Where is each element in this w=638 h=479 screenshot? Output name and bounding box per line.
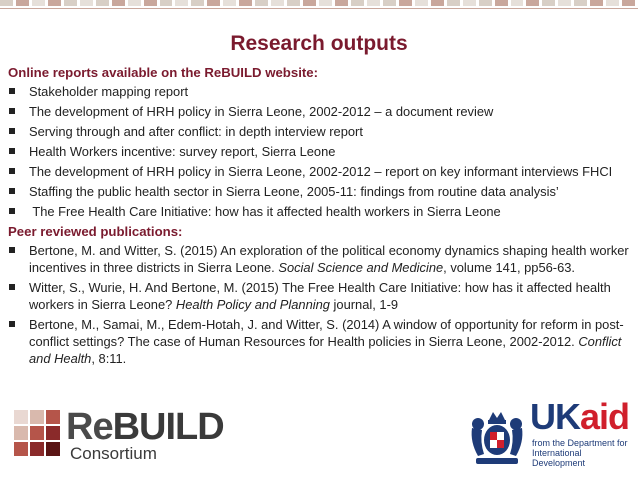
bullet-icon xyxy=(9,284,15,290)
journal-name: Social Science and Medicine xyxy=(278,260,444,275)
bullet-icon xyxy=(9,188,15,194)
list-item: The development of HRH policy in Sierra Leone, 2002-2012 – a document review xyxy=(8,103,633,120)
publication-item: Witter, S., Wurie, H. And Bertone, M. (2015) The Free Health Care Initiative: how has it affected health workers in Sierra Leone? Health Policy and Planning journal, 1-9 xyxy=(8,279,633,313)
publication-item: Bertone, M., Samai, M., Edem-Hotah, J. and Witter, S. (2014) A window of opportunity for reform in post-conflict settings? The case of Human Resources for Health policies in Sierra Leone, 2002-2012. Conflict and Health, 8:11. xyxy=(8,316,633,367)
rebuild-subtitle: Consortium xyxy=(70,444,157,463)
top-divider xyxy=(0,8,638,9)
journal-name: Health Policy and Planning xyxy=(175,297,330,312)
ukaid-logo xyxy=(468,396,633,474)
slide-content xyxy=(8,64,633,370)
slide-title: Research outputs xyxy=(230,32,408,55)
online-reports-heading: Online reports available on the ReBUILD website: xyxy=(8,65,318,80)
list-item: Stakeholder mapping report xyxy=(8,83,633,100)
bullet-icon xyxy=(9,128,15,134)
bullet-icon xyxy=(9,108,15,114)
bullet-icon xyxy=(9,148,15,154)
bullet-icon xyxy=(9,208,15,214)
bullet-icon xyxy=(9,168,15,174)
ukaid-subtitle: from the Department for International Development xyxy=(532,438,628,468)
rebuild-logo xyxy=(14,406,224,463)
peer-reviewed-heading: Peer reviewed publications: xyxy=(8,224,183,239)
bullet-icon xyxy=(9,88,15,94)
list-item: The Free Health Care Initiative: how has it affected health workers in Sierra Leone xyxy=(8,203,633,220)
publication-item: Bertone, M. and Witter, S. (2015) An exploration of the political economy dynamics shaping health worker incentives in three districts in Sierra Leone. Social Science and Medicine, volume 141, pp56-63. xyxy=(8,242,633,276)
rebuild-grid-icon xyxy=(14,410,60,456)
online-reports-list xyxy=(8,83,633,220)
rebuild-wordmark: ReBUILD xyxy=(66,406,224,448)
ukaid-wordmark: UKaid xyxy=(530,396,630,437)
bullet-icon xyxy=(9,321,15,327)
list-item: Staffing the public health sector in Sierra Leone, 2005-11: findings from routine data analysis’ xyxy=(8,183,633,200)
publications-list xyxy=(8,242,633,367)
list-item: Serving through and after conflict: in depth interview report xyxy=(8,123,633,140)
journal-name: Conflict and Health xyxy=(29,334,622,366)
list-item: Health Workers incentive: survey report, Sierra Leone xyxy=(8,143,633,160)
list-item: The development of HRH policy in Sierra Leone, 2002-2012 – report on key informant interviews FHCI xyxy=(8,163,633,180)
bullet-icon xyxy=(9,247,15,253)
royal-crest-icon xyxy=(468,406,526,466)
